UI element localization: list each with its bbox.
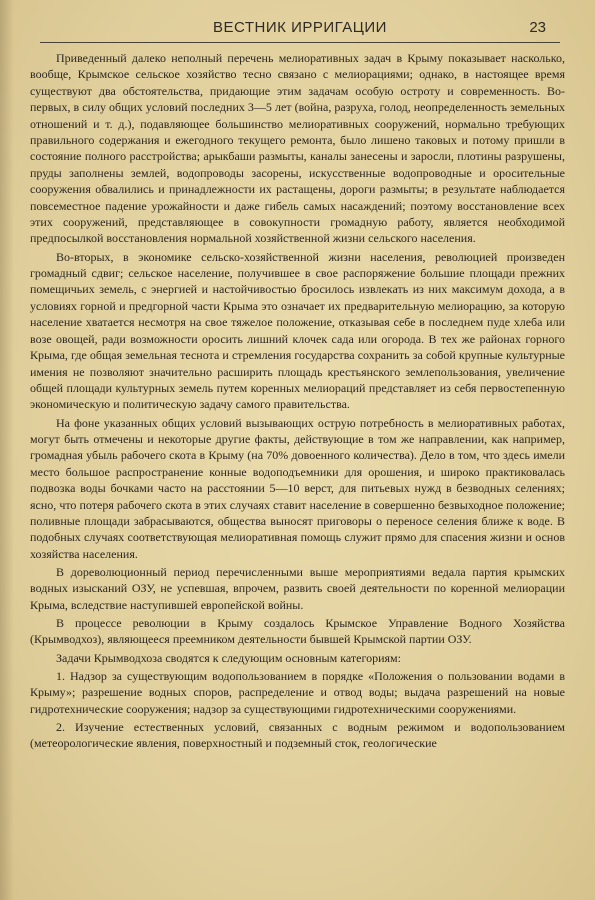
- paragraph-1: Приведенный далеко неполный перечень мелиоративных задач в Крыму показывает насколько, вообще, Крымское сельское хозяйство тесно связано с мелиорациями; однако, в настоящее время существуют два обстоятельства, придающие этим задачам особую остроту и современность. Во-первых, в силу общих условий последних 3—5 лет (война, разруха, голод, неопределенность земельных отношений и т. д.), подавляющее большинство мелиоративных сооружений, нормально требующих правильного содержания и ежегодного текущего ремонта, было лишено таковых и потому пришли в состояние полного расстройства; арыкбаши размыты, каналы занесены и заросли, плотины разрушены, пруды заполнены землей, водопроводы засорены, искусственные водопроводные и оросительные сооружения обвалились и принадлежности их растащены, дороги размыты; в результате наблюдается повсеместное падение урожайности и даже гибель самых насаждений; поэтому восстановление всех этих сооружений, представляющее в совокупности громадную работу, является необходимой предпосылкой восстановления нормальной хозяйственной жизни сельского населения.: [30, 51, 565, 246]
- page-edge-shadow: [0, 0, 14, 900]
- article-body: [30, 50, 565, 753]
- paragraph-3: На фоне указанных общих условий вызывающих острую потребность в мелиоративных работах, могут быть отмечены и некоторые другие факты, действующие в том же направлении, как например, громадная убыль рабочего скота в Крыму (на 70% довоенного количества). Дело в том, что здесь имели место большое распространение конные водоподъемники для орошения, и широко практиковалась подвозка воды бочками часто на расстоянии 5—10 верст, для питьевых нужд в безводных селениях; ясно, что потеря рабочего скота в этих случаях ставит население в совершенно безвыходное положение; поливные площади забрасываются, общества выносят приговоры о переносе селения ближе к воде. В подобных случаях соответствующая мелиоративная помощь служит прямо для спасения жизни и основ хозяйства населения.: [30, 415, 565, 561]
- page-number: 23: [529, 19, 546, 36]
- paragraph-8: 2. Изучение естественных условий, связанных с водным режимом и водопользованием (метеорологические явления, поверхностный и подземный сток, геологические: [30, 719, 565, 751]
- paragraph-6: Задачи Крымводхоза сводятся к следующим основным категориям:: [56, 650, 401, 665]
- journal-title: ВЕСТНИК ИРРИГАЦИИ: [213, 19, 387, 36]
- paragraph-5: В процессе революции в Крыму создалось Крымское Управление Водного Хозяйства (Крымводхоз), являющееся преемником деятельности бывшей Крымской партии ОЗУ.: [30, 616, 565, 647]
- paragraph-4: В дореволюционный период перечисленными выше мероприятиями ведала партия крымских водных изысканий ОЗУ, не успевшая, впрочем, развить своей деятельности по коренной мелиорации Крыма, вследствие наступившей европейской войны.: [30, 564, 565, 612]
- paragraph-2: Во-вторых, в экономике сельско-хозяйственной жизни населения, революцией произведен громадный сдвиг; сельское население, получившее в свое распоряжение большие площади прежних помещичьих земель, с энергией и настойчивостью бросилось извлекать из них максимум дохода, а в условиях горной и предгорной части Крыма это означает их предварительную мелиорацию, за которую население хватается несмотря на свое тяжелое положение, отказывая себе в последнем пуде хлеба или возе овощей, ради возможности оросить лишний клочек сада или огорода. В тех же районах горного Крыма, где общая земельная теснота и стремления государства сохранить за собой крупные культурные имения не позволяют значительно расширить площадь крестьянского землепользования, увеличение общей площади культурных земель путем коренных мелиораций представляет из себя первостепенную экономическую и политическую задачу самого правительства.: [30, 249, 565, 412]
- running-header: [40, 12, 560, 43]
- paragraph-7: 1. Надзор за существующим водопользованием в порядке «Положения о пользовании водами в Крыму»; разрешение водных споров, распределение и отвод воды; выдача разрешений на новые гидротехнические сооружения; надзор за существующими гидротехническими сооружениями.: [30, 668, 565, 716]
